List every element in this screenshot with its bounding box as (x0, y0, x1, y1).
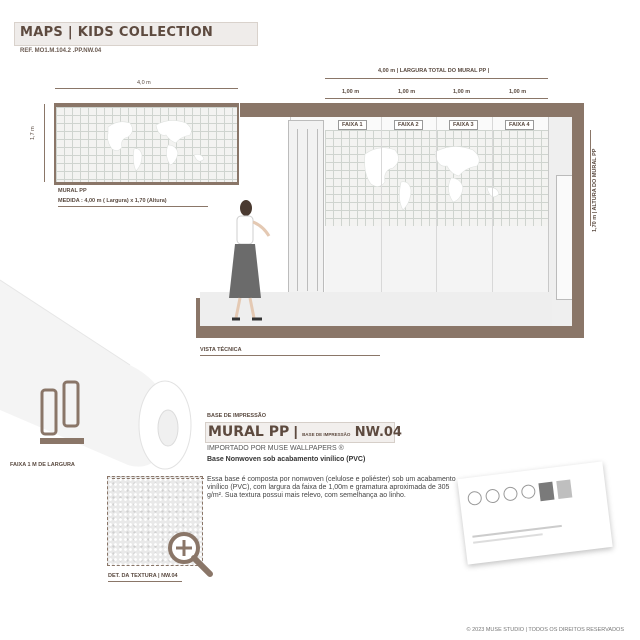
panel-height-label: 1,7 m (30, 126, 36, 140)
measure-underline (58, 206, 208, 207)
description-text: Essa base é composta por nonwoven (celulose e poliéster) sob um acabamento vinílico (PVC), com largura da faixa de 1,00m e gramatura aproximada de 305 g/m². Sua textura possui mais relevo, com semelhança ao linho. (207, 476, 456, 499)
texture-underline (108, 581, 182, 582)
strip-divider-2 (436, 117, 437, 292)
technical-view-underline (200, 355, 380, 356)
technical-view-label: VISTA TÉCNICA (200, 347, 242, 353)
strip-divider-3 (492, 117, 493, 292)
panel-width-label: 4,0 m (137, 80, 151, 86)
strip-label-2: FAIXA 2 (394, 120, 423, 130)
mural-panel-image (54, 107, 239, 183)
imported-by: IMPORTADO POR MUSE WALLPAPERS ® (207, 445, 344, 452)
strip-label-3: FAIXA 3 (449, 120, 478, 130)
mural-name: MURAL PP (58, 188, 87, 194)
page-title: MAPS | KIDS COLLECTION (20, 25, 214, 40)
texture-label: DET. DA TEXTURA | NW.04 (108, 573, 178, 579)
roll-width-label: FAIXA 1 M DE LARGURA (10, 462, 75, 468)
room-floor-edge (196, 326, 584, 338)
strip-width-4: 1,00 m (509, 89, 527, 95)
strip-width-2: 1,00 m (398, 89, 416, 95)
room-ceiling (240, 103, 584, 117)
panel-frame-bottom (54, 182, 239, 185)
copyright: © 2023 MUSE STUDIO | TODOS OS DIREITOS RESERVADOS (466, 627, 624, 633)
product-title: MURAL PP | BASE DE IMPRESSÃO NW.04 (208, 423, 402, 440)
strip-divider-1 (381, 117, 382, 292)
mural-measure: MEDIDA : 4,00 m ( Largura) x 1,70 (Altura) (58, 198, 167, 204)
label-card (457, 461, 612, 564)
roll-icon (38, 378, 86, 448)
print-base-section-label: BASE DE IMPRESSÃO (207, 413, 266, 419)
product-name: MURAL PP (208, 424, 290, 440)
person-figure (222, 198, 272, 323)
strip-width-line (325, 98, 548, 99)
height-dim-line (590, 130, 591, 226)
total-width-label: 4,00 m | LARGURA TOTAL DO MURAL PP | (378, 68, 490, 74)
total-width-line (325, 78, 548, 79)
panel-width-line (55, 88, 238, 89)
right-wall-cap (572, 117, 584, 333)
product-code: NW.04 (354, 425, 402, 440)
world-map-image (56, 107, 237, 183)
height-dim-label: 1,70 m | ALTURA DO MURAL PP (592, 148, 598, 232)
product-reference: REF. MO1.M.104.2 .PP.NW.04 (20, 48, 102, 54)
wallpaper-roll-image (0, 250, 200, 480)
connector-line (112, 478, 204, 480)
strip-label-1: FAIXA 1 (338, 120, 367, 130)
base-type: Base Nonwoven sob acabamento vinílico (PVC) (207, 456, 366, 463)
product-base-small: BASE DE IMPRESSÃO (302, 432, 351, 437)
panel-height-line (44, 104, 45, 182)
strip-width-3: 1,00 m (453, 89, 471, 95)
strip-width-1: 1,00 m (342, 89, 360, 95)
strip-label-4: FAIXA 4 (505, 120, 534, 130)
wardrobe (288, 120, 324, 298)
